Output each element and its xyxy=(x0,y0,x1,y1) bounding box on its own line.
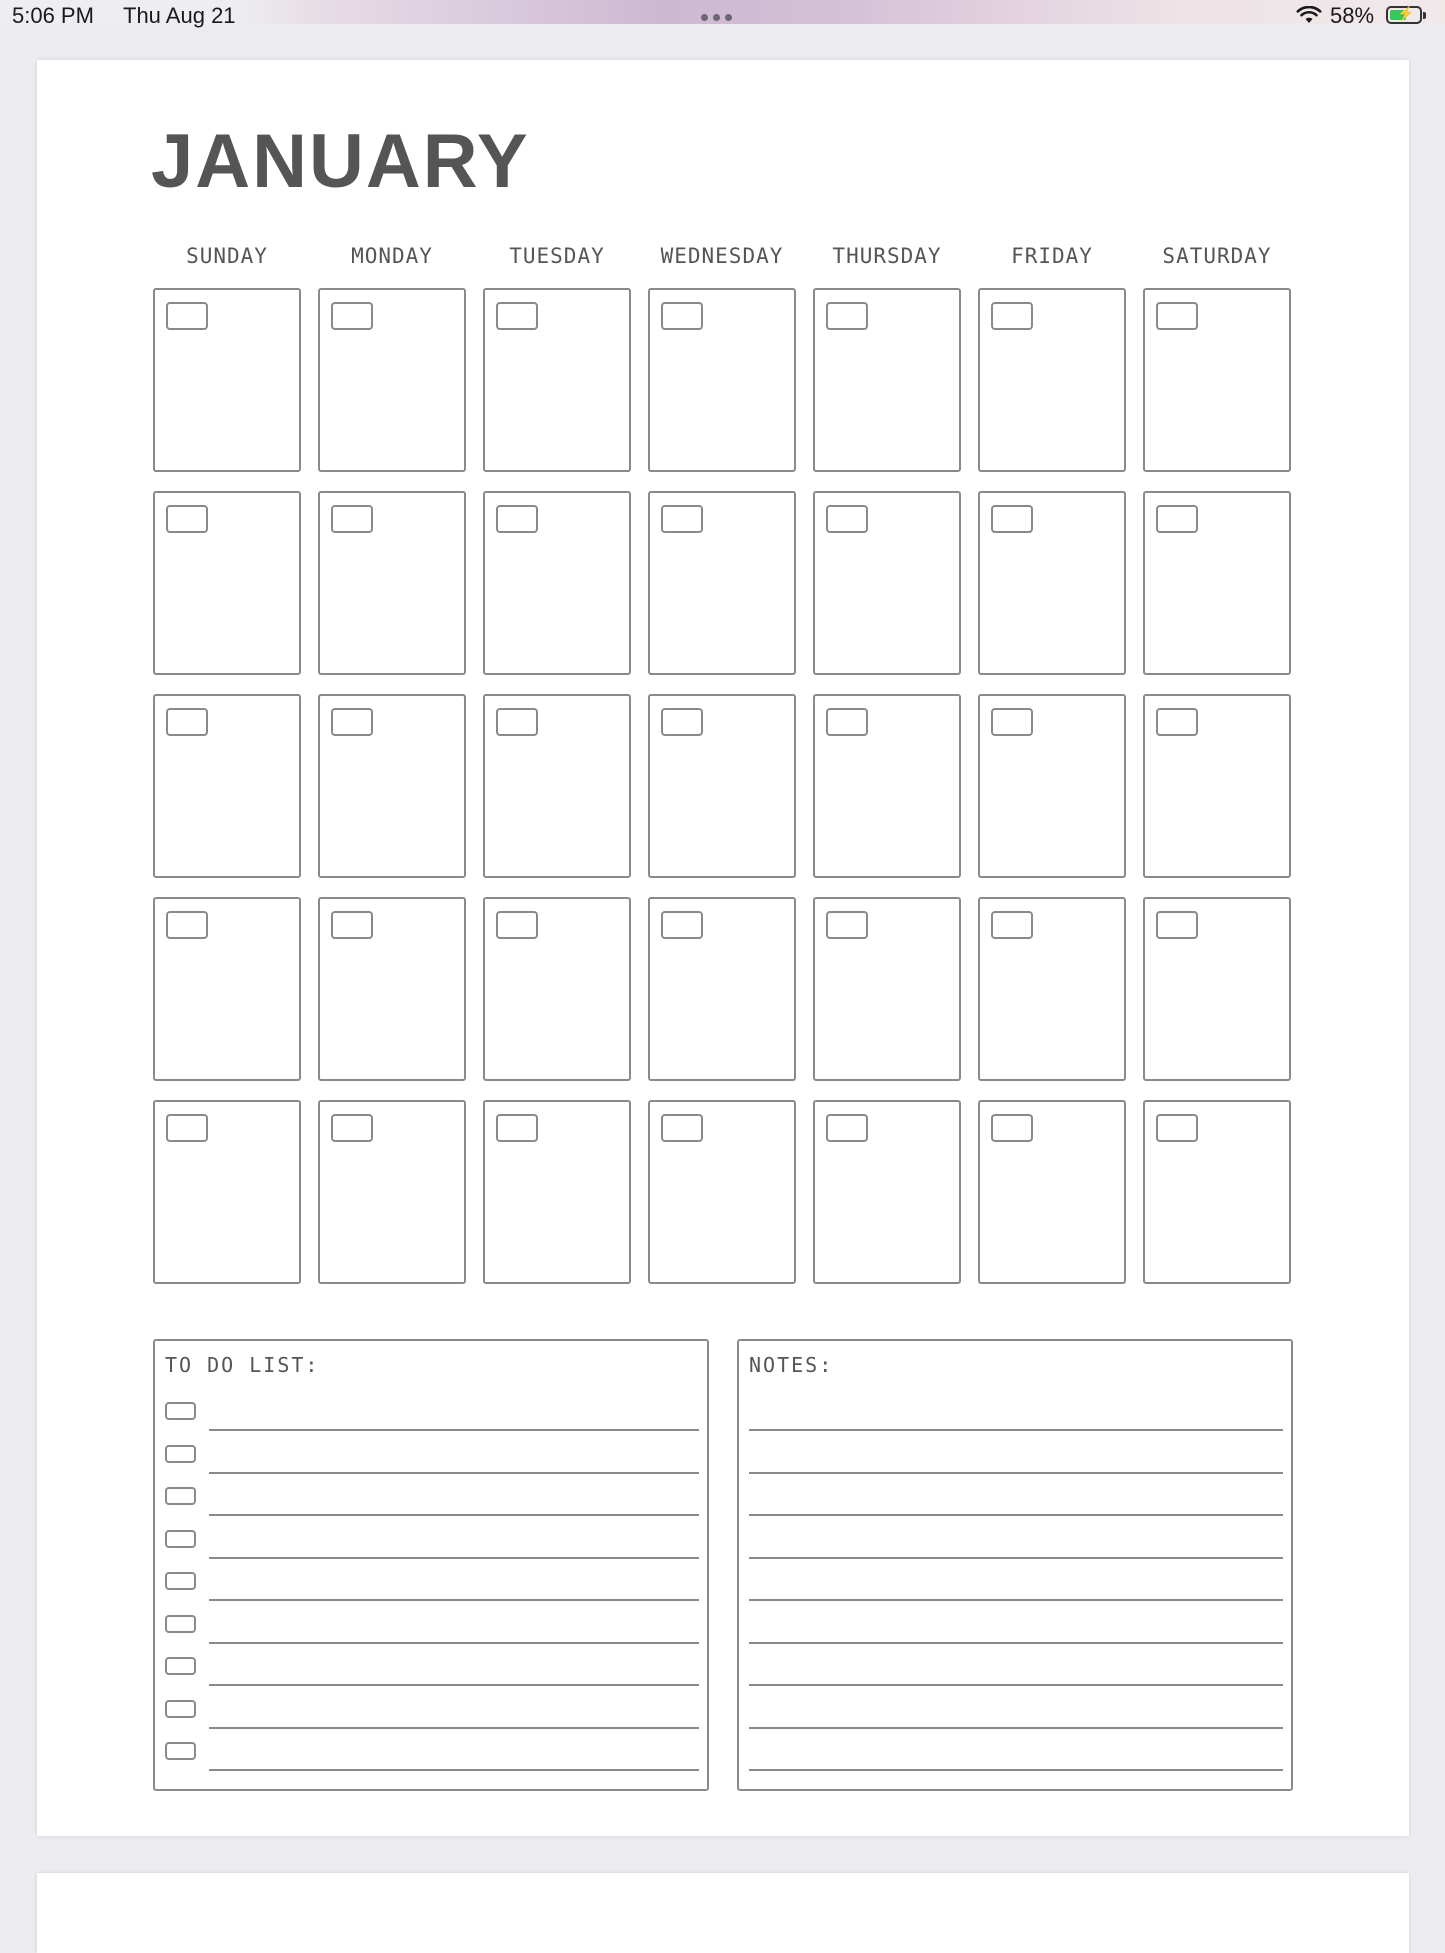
todo-list-panel xyxy=(153,1339,709,1791)
date-number-box[interactable] xyxy=(166,911,208,939)
planner-page[interactable] xyxy=(37,60,1409,1836)
notes-line[interactable] xyxy=(749,1557,1283,1559)
date-number-box[interactable] xyxy=(331,302,373,330)
battery-percent: 58% xyxy=(1330,3,1375,28)
next-page-preview[interactable] xyxy=(37,1873,1409,1953)
date-number-box[interactable] xyxy=(661,708,703,736)
day-cell[interactable] xyxy=(318,491,466,675)
notes-line[interactable] xyxy=(749,1642,1283,1644)
todo-checkbox[interactable] xyxy=(165,1530,196,1548)
day-cell[interactable] xyxy=(1143,897,1291,1081)
date-number-box[interactable] xyxy=(496,1114,538,1142)
day-cell[interactable] xyxy=(483,1100,631,1284)
date-number-box[interactable] xyxy=(496,505,538,533)
date-number-box[interactable] xyxy=(166,708,208,736)
date-number-box[interactable] xyxy=(826,911,868,939)
todo-line[interactable] xyxy=(209,1727,699,1729)
day-cell[interactable] xyxy=(318,694,466,878)
date-number-box[interactable] xyxy=(496,911,538,939)
todo-checkbox[interactable] xyxy=(165,1445,196,1463)
date-number-box[interactable] xyxy=(991,1114,1033,1142)
weekday-label: THURSDAY xyxy=(832,244,942,268)
date-number-box[interactable] xyxy=(1156,505,1198,533)
notes-line[interactable] xyxy=(749,1514,1283,1516)
date-number-box[interactable] xyxy=(826,505,868,533)
date-number-box[interactable] xyxy=(991,911,1033,939)
notes-line[interactable] xyxy=(749,1599,1283,1601)
day-cell[interactable] xyxy=(648,897,796,1081)
day-cell[interactable] xyxy=(153,694,301,878)
date-number-box[interactable] xyxy=(826,302,868,330)
day-cell[interactable] xyxy=(318,897,466,1081)
todo-checkbox[interactable] xyxy=(165,1742,196,1760)
date-number-box[interactable] xyxy=(1156,1114,1198,1142)
date-number-box[interactable] xyxy=(1156,911,1198,939)
notes-line[interactable] xyxy=(749,1429,1283,1431)
notes-panel xyxy=(737,1339,1293,1791)
day-cell[interactable] xyxy=(483,491,631,675)
date-number-box[interactable] xyxy=(661,505,703,533)
date-number-box[interactable] xyxy=(331,505,373,533)
todo-checkbox[interactable] xyxy=(165,1700,196,1718)
date-number-box[interactable] xyxy=(331,1114,373,1142)
day-cell[interactable] xyxy=(813,491,961,675)
day-cell[interactable] xyxy=(648,288,796,472)
date-number-box[interactable] xyxy=(661,302,703,330)
day-cell[interactable] xyxy=(978,1100,1126,1284)
weekday-label: FRIDAY xyxy=(1011,244,1093,268)
weekday-label: SATURDAY xyxy=(1162,244,1272,268)
todo-checkbox[interactable] xyxy=(165,1402,196,1420)
date-number-box[interactable] xyxy=(496,708,538,736)
status-date: Thu Aug 21 xyxy=(123,3,236,28)
notes-line[interactable] xyxy=(749,1472,1283,1474)
todo-checkbox[interactable] xyxy=(165,1487,196,1505)
battery-icon xyxy=(1386,6,1422,24)
todo-line[interactable] xyxy=(209,1472,699,1474)
todo-line[interactable] xyxy=(209,1599,699,1601)
date-number-box[interactable] xyxy=(661,911,703,939)
date-number-box[interactable] xyxy=(991,708,1033,736)
day-cell[interactable] xyxy=(1143,491,1291,675)
date-number-box[interactable] xyxy=(166,505,208,533)
date-number-box[interactable] xyxy=(661,1114,703,1142)
todo-line[interactable] xyxy=(209,1684,699,1686)
day-cell[interactable] xyxy=(978,288,1126,472)
day-cell[interactable] xyxy=(483,694,631,878)
month-title: JANUARY xyxy=(151,119,530,204)
todo-checkbox[interactable] xyxy=(165,1615,196,1633)
day-cell[interactable] xyxy=(813,694,961,878)
day-cell[interactable] xyxy=(813,1100,961,1284)
notes-title: NOTES: xyxy=(749,1353,834,1377)
weekday-label: MONDAY xyxy=(351,244,433,268)
date-number-box[interactable] xyxy=(331,708,373,736)
date-number-box[interactable] xyxy=(991,302,1033,330)
date-number-box[interactable] xyxy=(331,911,373,939)
todo-checkbox[interactable] xyxy=(165,1657,196,1675)
day-cell[interactable] xyxy=(153,1100,301,1284)
wifi-icon xyxy=(1296,6,1322,24)
date-number-box[interactable] xyxy=(1156,302,1198,330)
todo-line[interactable] xyxy=(209,1514,699,1516)
day-cell[interactable] xyxy=(1143,288,1291,472)
date-number-box[interactable] xyxy=(826,1114,868,1142)
day-cell[interactable] xyxy=(483,897,631,1081)
day-cell[interactable] xyxy=(648,694,796,878)
day-cell[interactable] xyxy=(1143,1100,1291,1284)
day-cell[interactable] xyxy=(813,897,961,1081)
day-cell[interactable] xyxy=(153,897,301,1081)
date-number-box[interactable] xyxy=(166,1114,208,1142)
day-cell[interactable] xyxy=(153,288,301,472)
day-cell[interactable] xyxy=(1143,694,1291,878)
day-cell[interactable] xyxy=(978,491,1126,675)
weekday-label: WEDNESDAY xyxy=(660,244,784,268)
date-number-box[interactable] xyxy=(496,302,538,330)
multitasking-dots-icon[interactable] xyxy=(701,14,732,21)
day-cell[interactable] xyxy=(648,491,796,675)
weekday-header-row xyxy=(153,244,1293,270)
day-cell[interactable] xyxy=(648,1100,796,1284)
day-cell[interactable] xyxy=(978,897,1126,1081)
day-cell[interactable] xyxy=(483,288,631,472)
date-number-box[interactable] xyxy=(1156,708,1198,736)
date-number-box[interactable] xyxy=(826,708,868,736)
todo-line[interactable] xyxy=(209,1429,699,1431)
date-number-box[interactable] xyxy=(991,505,1033,533)
notes-line[interactable] xyxy=(749,1684,1283,1686)
weekday-label: SUNDAY xyxy=(186,244,268,268)
battery-tip xyxy=(1423,12,1426,19)
todo-list-title: TO DO LIST: xyxy=(165,1353,320,1377)
day-cell[interactable] xyxy=(153,491,301,675)
todo-line[interactable] xyxy=(209,1557,699,1559)
todo-line[interactable] xyxy=(209,1769,699,1771)
notes-line[interactable] xyxy=(749,1727,1283,1729)
status-time: 5:06 PM xyxy=(12,3,94,28)
day-cell[interactable] xyxy=(978,694,1126,878)
day-cell[interactable] xyxy=(813,288,961,472)
todo-line[interactable] xyxy=(209,1642,699,1644)
status-bar xyxy=(0,0,1445,28)
weekday-label: TUESDAY xyxy=(509,244,605,268)
todo-checkbox[interactable] xyxy=(165,1572,196,1590)
day-cell[interactable] xyxy=(318,288,466,472)
date-number-box[interactable] xyxy=(166,302,208,330)
day-cell[interactable] xyxy=(318,1100,466,1284)
charging-bolt-icon: ⚡ xyxy=(1397,5,1415,21)
notes-line[interactable] xyxy=(749,1769,1283,1771)
